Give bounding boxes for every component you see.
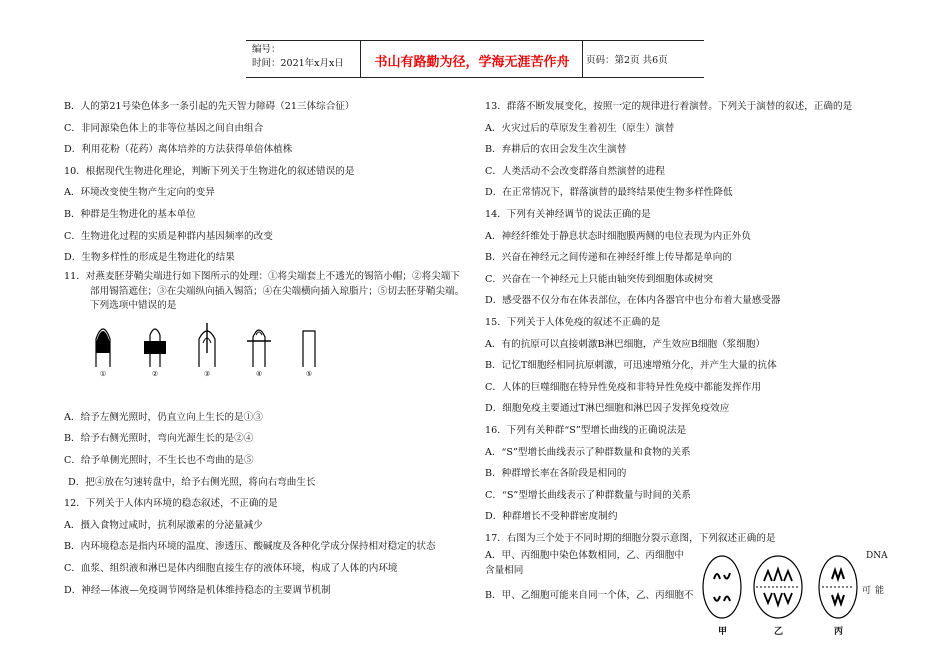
q12-option-a: A．摄入食物过咸时，抗利尿激素的分泌量减少 [64, 519, 263, 531]
q15-option-c: C．人体的巨噬细胞在特异性免疫和非特异性免疫中都能发挥作用 [485, 381, 761, 393]
q11-stem-line3: 下列选项中错误的是 [90, 299, 177, 311]
q14-option-c: C．兴奋在一个神经元上只能由轴突传到细胞体或树突 [485, 273, 713, 285]
q17-option-a-line2: 含量相同 [485, 565, 524, 577]
coleoptile-fig-1 [86, 321, 120, 378]
header-meta [252, 43, 344, 71]
figure-label: ④ [255, 369, 263, 378]
q11-option-a: A．给予左侧光照时，仍直立向上生长的是①③ [64, 411, 263, 423]
q15-option-a: A．有的抗原可以直接刺激B淋巴细胞，产生效应B细胞（浆细胞） [485, 338, 766, 350]
q17-option-a-line1: A．甲、丙细胞中染色体数相同，乙、丙细胞中 [485, 550, 684, 562]
q13-option-a: A．火灾过后的草原发生着初生（原生）演替 [485, 122, 675, 134]
coleoptile-tip-removed-image [292, 321, 326, 369]
q17-option-b-line1: B．甲、乙细胞可能来自同一个体，乙、丙细胞不 [485, 590, 694, 602]
time-label: 时间：2021年x月x日 [252, 58, 344, 69]
coleoptile-fig-5 [292, 321, 326, 378]
figure-label: ① [99, 369, 107, 378]
q16-option-b: B．种群增长率在各阶段是相同的 [485, 468, 627, 480]
cell-division-image [700, 553, 860, 621]
q11-option-c: C．给予单侧光照时，不生长也不弯曲的是⑤ [64, 454, 254, 466]
q15-stem: 15．下列关于人体免疫的叙述不正确的是 [485, 316, 661, 328]
q10-option-d: D．生物多样性的形成是生物进化的结果 [64, 252, 235, 264]
page-number: 页码：第2页 共6页 [586, 55, 668, 66]
figure-label: ③ [203, 369, 211, 378]
cell-label-yi: 乙 [774, 627, 784, 637]
q15-option-b: B．记忆T细胞经相同抗原刺激，可迅速增殖分化，并产生大量的抗体 [485, 360, 777, 372]
q15-option-d: D．细胞免疫主要通过T淋巴细胞和淋巴因子发挥免疫效应 [485, 403, 730, 415]
q14-option-d: D．感受器不仅分布在体表部位，在体内各器官中也分布着大量感受器 [485, 295, 781, 307]
cell-label-bing: 丙 [834, 627, 844, 637]
cell-label-jia: 甲 [718, 627, 728, 637]
q11-option-b: B．给予右侧光照时，弯向光源生长的是②④ [64, 433, 254, 445]
figure-label: ⑤ [305, 369, 313, 378]
q17-option-b-end: 可能 [862, 586, 889, 596]
q14-option-a: A．神经纤维处于静息状态时细胞膜两侧的电位表现为内正外负 [485, 230, 751, 242]
q9-option-b: B．人的第21号染色体多一条引起的先天智力障碍（21三体综合征） [64, 101, 355, 112]
q13-option-b: B．弃耕后的农田会发生次生演替 [485, 144, 627, 156]
q16-option-c: C．“S”型增长曲线表示了种群数量与时间的关系 [485, 489, 692, 501]
q12-option-b: B．内环境稳态是指内环境的温度、渗透压、酸碱度及各种化学成分保持相对稳定的状态 [64, 541, 436, 553]
q13-option-d: D．在正常情况下，群落演替的最终结果使生物多样性降低 [485, 187, 733, 199]
q16-stem: 16．下列有关种群“S”型增长曲线的正确说法是 [485, 424, 687, 436]
q13-option-c: C．人类活动不会改变群落自然演替的进程 [485, 165, 666, 177]
coleoptile-fig-3 [190, 321, 224, 378]
coleoptile-foil-band-image [138, 321, 172, 369]
q10-option-a: A．环境改变使生物产生定向的变异 [64, 187, 215, 199]
header-divider [360, 41, 361, 77]
header-divider [582, 41, 583, 77]
code-label: 编号： [252, 44, 281, 55]
coleoptile-foil-cap-image [86, 321, 120, 369]
coleoptile-agar-slice-image [242, 321, 276, 369]
q9-option-d: D．利用花粉（花药）离体培养的方法获得单倍体植株 [64, 144, 293, 156]
q14-stem: 14．下列有关神经调节的说法正确的是 [485, 208, 651, 220]
q10-option-c: C．生物进化过程的实质是种群内基因频率的改变 [64, 230, 273, 242]
q13-stem: 13．群落不断发展变化，按照一定的规律进行着演替。下列关于演替的叙述，正确的是 [485, 101, 853, 112]
q17-stem: 17．右图为三个处于不同时期的细胞分裂示意图，下列叙述正确的是 [485, 532, 776, 544]
figure-label: ② [151, 369, 159, 378]
left-column [64, 96, 464, 601]
q16-option-a: A．“S”型增长曲线表示了种群数量和食物的关系 [485, 446, 691, 458]
q11-stem-line2: 部用锡箔遮住；③在尖端纵向插入锡箔；④在尖端横向插入琼脂片；⑤切去胚芽鞘尖端。 [90, 285, 465, 297]
cell-division-figure [700, 553, 905, 643]
coleoptile-fig-4 [242, 321, 276, 378]
coleoptile-vertical-foil-image [190, 321, 224, 369]
q10-stem: 10．根据现代生物进化理论，判断下列关于生物进化的叙述错误的是 [64, 165, 355, 177]
page-header [246, 40, 704, 78]
q17-option-a-end: DNA [866, 551, 888, 561]
coleoptile-fig-2 [138, 321, 172, 378]
q11-stem-line1: 11．对燕麦胚芽鞘尖端进行如下图所示的处理：①将尖端套上不透光的锡箔小帽；②将尖端下 [64, 270, 460, 282]
q14-option-b: B．兴奋在神经元之间传递和在神经纤维上传导都是单向的 [485, 252, 732, 264]
q12-stem: 12．下列关于人体内环境的稳态叙述，不正确的是 [64, 498, 278, 510]
q16-option-d: D．种群增长不受种群密度制约 [485, 511, 618, 523]
q12-option-c: C．血浆、组织液和淋巴是体内细胞直接生存的液体环境，构成了人体的内环境 [64, 562, 398, 574]
q12-option-d: D．神经—体液—免疫调节网络是机体维持稳态的主要调节机制 [64, 584, 331, 596]
q11-option-d: D．把④放在匀速转盘中，给予右侧光照，将向右弯曲生长 [68, 476, 316, 488]
q10-option-b: B．种群是生物进化的基本单位 [64, 208, 196, 220]
q9-option-c: C．非同源染色体上的非等位基因之间自由组合 [64, 122, 264, 134]
header-motto: 书山有路勤为径，学海无涯苦作舟 [374, 55, 570, 70]
right-column [485, 96, 900, 607]
coleoptile-figures [64, 321, 464, 407]
